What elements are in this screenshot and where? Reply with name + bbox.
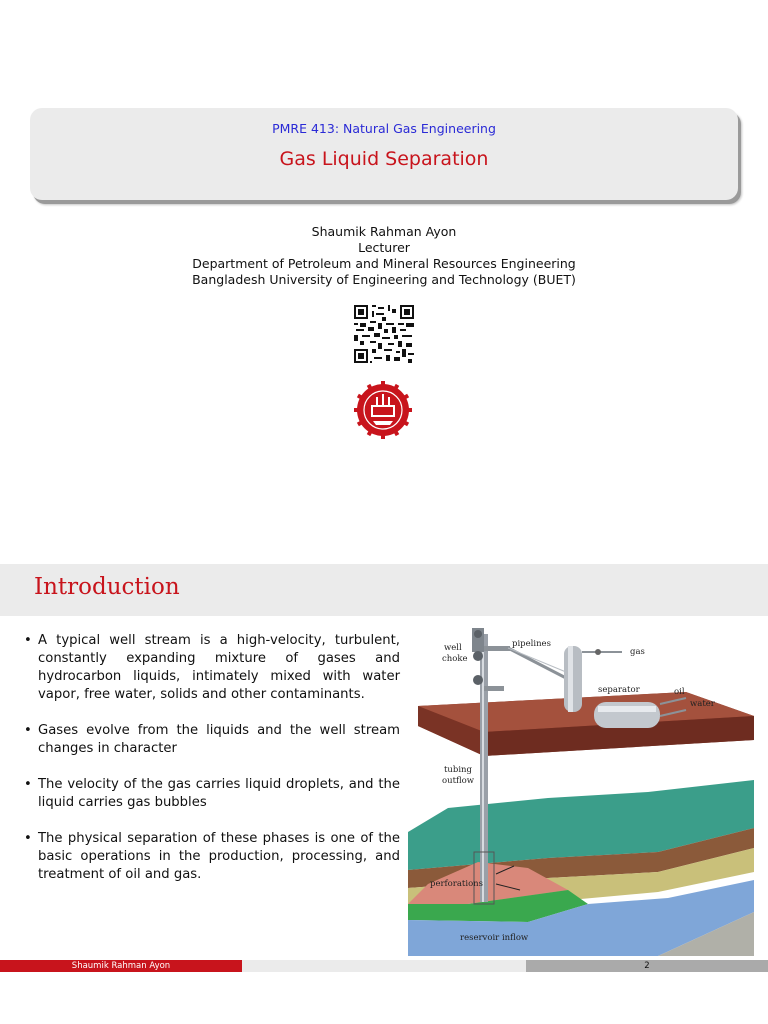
label-water: water [690, 699, 715, 709]
footer-mid-bar [242, 960, 526, 972]
footer-author: Shaumik Rahman Ayon [71, 961, 171, 971]
label-tubing: tubing [444, 765, 472, 775]
bullet-list [22, 632, 400, 902]
author-role: Lecturer [358, 240, 410, 255]
label-perforations: perforations [430, 879, 484, 889]
bullet-icon: • [24, 831, 32, 846]
separator-highlight [568, 646, 573, 712]
presentation-title: Gas Liquid Separation [279, 148, 489, 170]
valve-handle-icon [474, 630, 482, 638]
choke-pipe [484, 646, 510, 651]
bullet-icon: • [24, 723, 32, 738]
label-outflow: outflow [442, 776, 475, 786]
pipeline [508, 648, 566, 678]
course-name: PMRE 413: Natural Gas Engineering [272, 121, 496, 136]
tubing-highlight [482, 634, 484, 902]
qr-code-icon [354, 305, 414, 363]
section-heading: Introduction [34, 574, 180, 600]
bullet-text: The physical separation of these phases is one of the basic operations in the production, processing, and treatment of oil and gas. [38, 831, 400, 882]
university: Bangladesh University of Engineering and Technology (BUET) [192, 272, 576, 287]
bullet-icon: • [24, 777, 32, 792]
department: Department of Petroleum and Mineral Resources Engineering [192, 256, 576, 271]
label-choke: choke [442, 654, 468, 664]
valve-icon [473, 651, 483, 661]
label-separator: separator [598, 685, 640, 695]
label-reservoir-inflow: reservoir inflow [460, 933, 529, 943]
list-item [22, 722, 400, 758]
horizontal-separator-highlight [598, 706, 656, 712]
author-name: Shaumik Rahman Ayon [311, 224, 457, 239]
horizontal-separator [594, 702, 660, 728]
flow-pipe [484, 686, 504, 691]
label-well: well [444, 643, 462, 653]
page-number: 2 [644, 961, 650, 971]
bullet-icon: • [24, 633, 32, 648]
list-item [22, 830, 400, 884]
university-logo [354, 381, 412, 439]
title-box [30, 108, 738, 200]
label-oil: oil [674, 687, 685, 697]
author-block [0, 224, 768, 288]
list-item [22, 632, 400, 704]
well-separator-diagram [408, 622, 760, 956]
bullet-text: The velocity of the gas carries liquid droplets, and the liquid carries gas bubbles [38, 777, 400, 810]
pipeline-highlight [508, 648, 566, 672]
valve-icon [595, 649, 601, 655]
list-item [22, 776, 400, 812]
label-pipelines: pipelines [512, 639, 551, 649]
valve-icon [473, 675, 483, 685]
bullet-text: Gases evolve from the liquids and the well stream changes in character [38, 723, 400, 756]
bullet-text: A typical well stream is a high-velocity, turbulent, constantly expanding mixture of gases and hydrocarbon liquids, intimately mixed with water vapor, free water, solids and other contaminants. [38, 633, 400, 702]
label-gas: gas [630, 647, 645, 657]
